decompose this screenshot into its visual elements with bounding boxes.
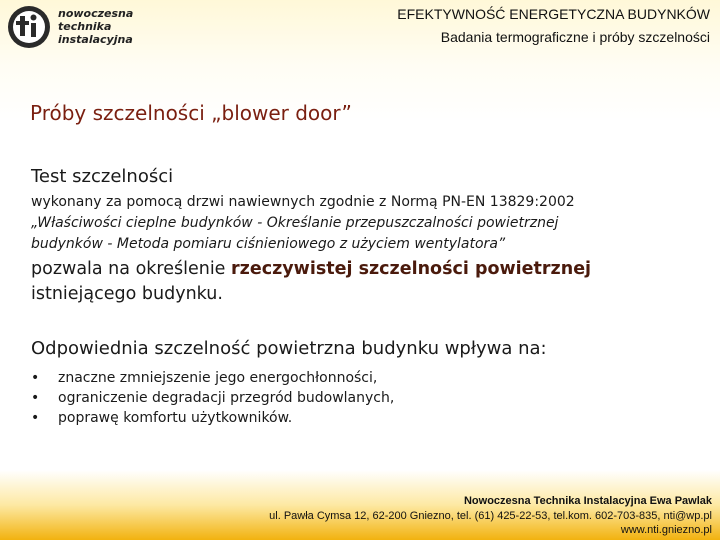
list-item <box>31 368 711 388</box>
intro-text: wykonany za pomocą drzwi nawiewnych zgodnie z Normą PN-EN 13829:2002 <box>31 194 575 210</box>
list-item-text: poprawę komfortu użytkowników. <box>58 410 293 426</box>
page-title: Próby szczelności „blower door” <box>30 101 352 125</box>
header-subtitle: Badania termograficzne i próby szczelności <box>440 29 710 45</box>
list-item <box>31 408 711 428</box>
purpose-emphasis: rzeczywistej szczelności powietrznej <box>231 259 592 279</box>
list-item-text: ograniczenie degradacji przegród budowlanych, <box>58 390 395 406</box>
footer-contact <box>269 494 712 538</box>
logo-mark-icon <box>6 4 52 50</box>
list-item-text: znaczne zmniejszenie jego energochłonności, <box>58 370 378 386</box>
standard-title-line-2: budynków - Metoda pomiaru ciśnieniowego z użyciem wentylatora” <box>31 236 506 252</box>
purpose-line-1 <box>31 257 711 282</box>
logo-line-1: nowoczesna <box>58 7 134 20</box>
standard-title-line-1: „Właściwości cieplne budynków - Określanie przepuszczalności powietrznej <box>31 215 559 231</box>
company-logo <box>6 4 146 50</box>
purpose-text <box>31 257 711 307</box>
section-heading: Test szczelności <box>31 166 174 187</box>
bullet-icon: • <box>31 410 40 426</box>
bullet-icon: • <box>31 390 40 406</box>
footer-company: Nowoczesna Technika Instalacyjna Ewa Pawlak <box>463 495 712 507</box>
logo-line-2: technika <box>58 20 112 33</box>
effects-heading: Odpowiednia szczelność powietrzna budynku wpływa na: <box>31 338 547 359</box>
header-title: EFEKTYWNOŚĆ ENERGETYCZNA BUDYNKÓW <box>397 6 710 22</box>
footer-website: www.nti.gniezno.pl <box>620 524 712 536</box>
list-item <box>31 388 711 408</box>
bullet-icon: • <box>31 370 40 386</box>
effects-list <box>31 368 711 428</box>
purpose-lead: pozwala na określenie <box>31 259 232 279</box>
logo-wordmark <box>58 7 133 46</box>
purpose-line-2: istniejącego budynku. <box>31 284 223 304</box>
logo-line-3: instalacyjna <box>58 33 133 46</box>
footer-address: ul. Pawła Cymsa 12, 62-200 Gniezno, tel. (61) 425-22-53, tel.kom. 602-703-835, nti@wp.pl <box>269 509 712 522</box>
content-body <box>31 165 711 428</box>
